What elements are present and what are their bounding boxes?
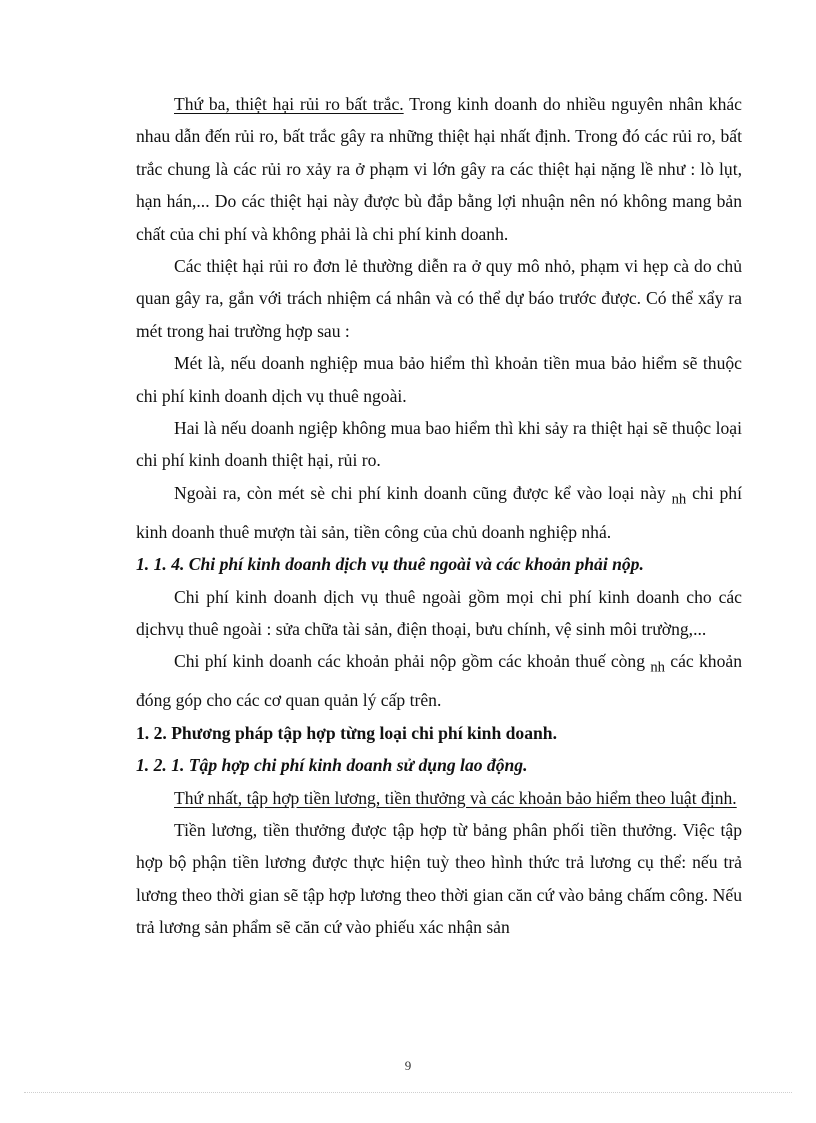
paragraph-text: các khoản đóng góp cho các cơ quan quản lý cấp trên. xyxy=(136,651,742,711)
paragraph-text: chi phí kinh doanh thuê mượn tài sản, tiền công của chủ doanh nghiệp nhá. xyxy=(136,482,742,542)
paragraph-text: Trong kinh doanh do nhiều nguyên nhân khác nhau dẫn đến rủi ro, bất trắc gây ra những thiệt hại nhất định. Trong đó các rủi ro, bất trắc chung là các rủi ro xảy ra ở phạm vi lớn gây ra các thiệt hại nặng lề như : lò lụt, hạn hán,... Do các thiệt hại này được bù đắp bằng lợi nhuận nên nó không mang bản chất của chi phí và không phải là chi phí kinh doanh. xyxy=(136,94,742,244)
paragraph-wages: Tiền lương, tiền thưởng được tập hợp từ bảng phân phối tiền thưởng. Việc tập hợp bộ phận tiền lương được thực hiện tuỳ theo hình thức trả lương cụ thể: nếu trả lương theo thời gian sẽ tập hợp lương theo thời gian căn cứ vào bảng chấm công. Nếu trả lương sản phẩm sẽ căn cứ vào phiếu xác nhận sản xyxy=(136,819,742,938)
footer-divider xyxy=(24,1092,792,1093)
paragraph-case-two: Hai là nếu doanh ngiệp không mua bao hiểm thì khi sảy ra thiệt hại sẽ thuộc loại chi phí kinh doanh thiệt hại, rủi ro. xyxy=(136,418,742,471)
paragraph-text: Chi phí kinh doanh các khoản phải nộp gồm các khoản thuế còng xyxy=(174,651,651,672)
paragraph-case-one: Mét là, nếu doanh nghiệp mua bảo hiểm thì khoản tiền mua bảo hiểm sẽ thuộc chi phí kinh doanh dịch vụ thuê ngoài. xyxy=(136,353,742,406)
paragraph-outsourced-services: Chi phí kinh doanh dịch vụ thuê ngoài gồm mọi chi phí kinh doanh cho các dịchvụ thuê ngoài : sửa chữa tài sản, điện thoại, bưu chính, vệ sinh môi trường,... xyxy=(136,586,742,640)
paragraph-payables xyxy=(136,645,742,716)
paragraph-wages-heading xyxy=(136,782,742,814)
section-heading-1-2-1: 1. 2. 1. Tập hợp chi phí kinh doanh sử dụng lao động. xyxy=(136,755,528,776)
page-number: 9 xyxy=(404,1058,412,1073)
paragraph-risk-damage xyxy=(136,88,742,250)
paragraph-lead-underlined: Thứ nhất, tập hợp tiền lương, tiền thưởng và các khoản bảo hiểm theo luật định. xyxy=(174,787,737,808)
subscript-fragment: nh xyxy=(671,491,687,508)
paragraph-text: Ngoài ra, còn mét sè chi phí kinh doanh cũng được kể vào loại này xyxy=(174,482,672,503)
section-heading-1-2: 1. 2. Phương pháp tập hợp từng loại chi phí kinh doanh. xyxy=(136,722,557,743)
section-heading-1-1-4: 1. 1. 4. Chi phí kinh doanh dịch vụ thuê ngoài và các khoản phải nộp. xyxy=(136,554,644,575)
paragraph-single-risk: Các thiệt hại rủi ro đơn lẻ thường diễn ra ở quy mô nhỏ, phạm vi hẹp cà do chủ quan gây ra, gắn với trách nhiệm cá nhân và có thể dự báo trước được. Có thể xẩy ra mét trong hai trường hợp sau : xyxy=(136,256,742,341)
paragraph-other-costs xyxy=(136,477,742,548)
paragraph-lead-underlined: Thứ ba, thiệt hại rủi ro bất trắc. xyxy=(174,94,404,114)
subscript-fragment: nh xyxy=(650,659,665,676)
document-body xyxy=(136,88,742,944)
